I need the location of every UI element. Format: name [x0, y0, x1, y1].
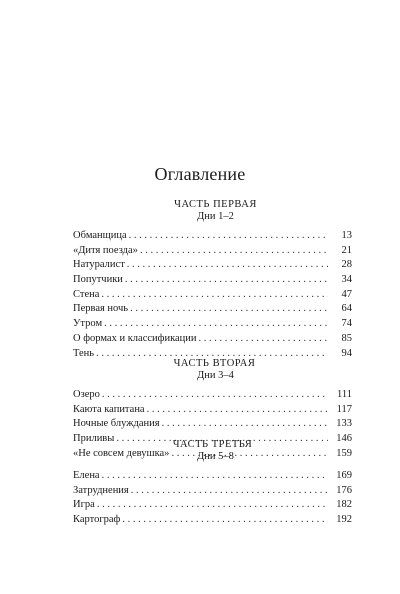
toc-entry[interactable] [73, 332, 352, 347]
dot-leader [122, 513, 328, 528]
toc-entry-label: Попутчики [73, 274, 123, 286]
dot-leader [140, 244, 328, 259]
toc-entry[interactable] [73, 258, 352, 273]
dot-leader [162, 417, 328, 432]
toc-entry-page-number: 64 [341, 303, 352, 315]
toc-entry[interactable] [73, 484, 352, 499]
dot-leader [129, 229, 328, 244]
toc-entry[interactable] [73, 388, 352, 403]
toc-entry[interactable] [73, 513, 352, 528]
toc-entry-label: Елена [73, 470, 100, 481]
toc-entry-page-number: 133 [336, 418, 352, 430]
toc-entry-label: Озеро [73, 389, 100, 400]
part-title: ЧАСТЬ ПЕРВАЯ [174, 199, 257, 210]
toc-entry-page-number: 146 [336, 433, 352, 445]
toc-entry-page-number: 192 [336, 514, 352, 526]
toc-entry-label: Затруднения [73, 484, 129, 496]
toc-entry-page-number: 159 [336, 447, 352, 459]
part-days: Дни 3–4 [197, 370, 234, 381]
toc-entry-label: Игра [73, 499, 95, 511]
dot-leader [97, 498, 328, 513]
toc-entry[interactable] [73, 417, 352, 432]
toc-entry[interactable] [73, 288, 352, 303]
dot-leader [130, 302, 328, 317]
toc-entry-page-number: 182 [336, 499, 352, 511]
toc-entry[interactable] [73, 229, 352, 244]
toc-entry-label: «Не совсем девушка» [73, 447, 170, 459]
toc-entry[interactable] [73, 403, 352, 418]
toc-entry-page-number: 94 [341, 347, 352, 359]
toc-entry[interactable] [73, 498, 352, 513]
entry-list [73, 469, 352, 528]
toc-entry-label: Картограф [73, 514, 121, 526]
dot-leader [131, 484, 328, 499]
dot-leader [125, 273, 328, 288]
toc-entry-page-number: 176 [336, 484, 352, 496]
toc-entry[interactable] [73, 469, 352, 484]
dot-leader [102, 388, 328, 403]
toc-entry[interactable] [73, 302, 352, 317]
toc-entry-label: Первая ночь [73, 303, 129, 315]
entry-list [73, 229, 352, 361]
dot-leader [102, 469, 328, 484]
toc-entry-page-number: 13 [341, 230, 352, 241]
toc-entry[interactable] [73, 273, 352, 288]
toc-entry-page-number: 34 [341, 274, 352, 286]
toc-entry-label: Ночные блуждания [73, 418, 160, 430]
dot-leader [199, 332, 328, 347]
dot-leader [101, 288, 328, 303]
dot-leader [127, 258, 328, 273]
toc-entry-label: Стена [73, 288, 100, 300]
toc-entry-page-number: 47 [341, 288, 352, 300]
toc-entry-label: Приливы [73, 433, 115, 445]
toc-entry-page-number: 85 [341, 332, 352, 344]
toc-entry-label: Каюта капитана [73, 403, 145, 415]
toc-entry-page-number: 111 [337, 389, 352, 400]
toc-entry-label: О формах и классификации [73, 332, 197, 344]
toc-entry[interactable] [73, 244, 352, 259]
toc-part-1 [73, 199, 352, 361]
toc-part-3 [73, 439, 352, 528]
toc-entry-page-number: 169 [336, 470, 352, 481]
page-title: Оглавление [154, 164, 246, 184]
part-title: ЧАСТЬ ВТОРАЯ [173, 358, 256, 369]
part-title: ЧАСТЬ ТРЕТЬЯ [172, 439, 253, 450]
toc-entry-page-number: 74 [341, 318, 352, 330]
toc-entry-page-number: 117 [336, 403, 352, 415]
toc-entry-page-number: 21 [341, 244, 352, 256]
dot-leader [147, 403, 328, 418]
toc-entry-label: Утром [73, 318, 103, 330]
part-days: Дни 1–2 [197, 211, 234, 222]
toc-entry-label: Тень [73, 347, 95, 359]
toc-entry-label: Обманщица [73, 230, 127, 241]
toc-entry[interactable] [73, 317, 352, 332]
dot-leader [104, 317, 328, 332]
toc-entry-label: Натуралист [73, 259, 125, 271]
toc-entry-label: «Дитя поезда» [73, 244, 138, 256]
part-days: Дни 5–8 [197, 451, 234, 462]
toc-entry-page-number: 28 [341, 259, 352, 271]
